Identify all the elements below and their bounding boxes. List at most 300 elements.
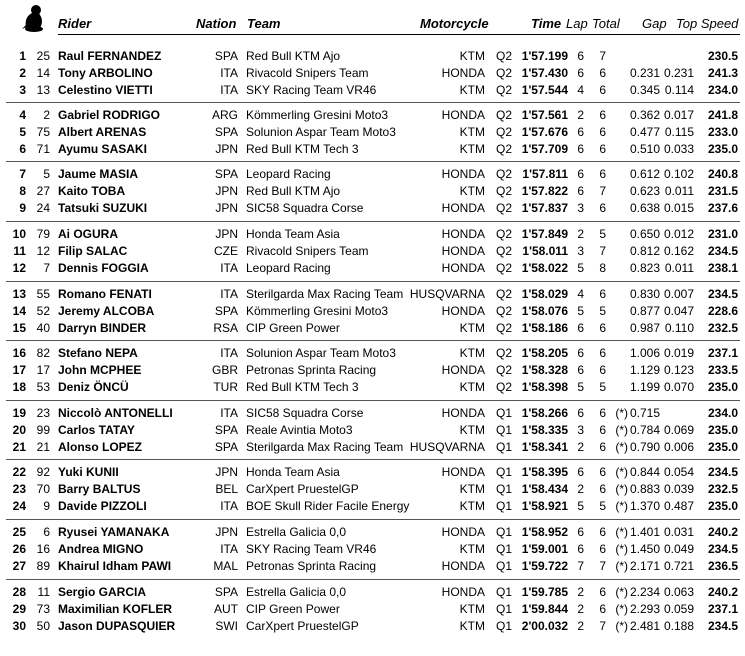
session: Q1 [496, 559, 513, 573]
rider-number: 17 [36, 363, 50, 377]
top-speed: 240.8 [707, 167, 738, 181]
gap-first: 0.883 [629, 482, 660, 496]
gap-previous: 0.033 [663, 142, 694, 156]
q1-marker: (*) [615, 585, 628, 599]
total-laps: 5 [599, 499, 606, 513]
top-speed: 230.5 [707, 49, 738, 63]
rider-number: 2 [43, 108, 50, 122]
group-divider [6, 281, 740, 282]
total-laps: 5 [599, 380, 606, 394]
team: Rivacold Snipers Team [246, 66, 369, 80]
motorcycle: KTM [459, 184, 485, 198]
gap-previous: 0.019 [663, 346, 694, 360]
rider-name: Yuki KUNII [58, 465, 119, 479]
nation: ITA [220, 542, 238, 556]
rider-number: 9 [43, 499, 50, 513]
rider-name: Khairul Idham PAWI [58, 559, 172, 573]
nation: ITA [220, 66, 238, 80]
nation: ITA [220, 287, 238, 301]
nation: BEL [215, 482, 238, 496]
team: Red Bull KTM Ajo [246, 49, 341, 63]
rider-name: Davide PIZZOLI [58, 499, 147, 513]
table-row [0, 618, 745, 635]
session: Q1 [496, 602, 513, 616]
motorcycle: HONDA [441, 227, 485, 241]
best-lap: 6 [577, 184, 584, 198]
gap-first: 1.370 [629, 499, 660, 513]
nation: CZE [214, 244, 238, 258]
q1-marker: (*) [615, 465, 628, 479]
nation: MAL [213, 559, 238, 573]
lap-time: 1'58.328 [521, 363, 568, 377]
total-laps: 6 [599, 363, 606, 377]
top-speed: 234.0 [707, 83, 738, 97]
position: 19 [12, 406, 26, 420]
total-laps: 7 [599, 49, 606, 63]
team: Estrella Galicia 0,0 [246, 525, 347, 539]
best-lap: 2 [577, 227, 584, 241]
position: 4 [19, 108, 26, 122]
rider-number: 73 [36, 602, 50, 616]
gap-previous: 0.011 [664, 261, 694, 275]
motorcycle: KTM [459, 83, 485, 97]
lap-time: 1'58.952 [521, 525, 568, 539]
rider-number: 75 [36, 125, 50, 139]
best-lap: 6 [577, 167, 584, 181]
nation: JPN [215, 142, 238, 156]
team: Leopard Racing [246, 261, 331, 275]
rider-number: 50 [36, 619, 50, 633]
rider-name: Filip SALAC [58, 244, 128, 258]
position: 14 [12, 304, 26, 318]
lap-time: 1'59.722 [521, 559, 568, 573]
motorcycle: KTM [459, 346, 485, 360]
rider-number: 25 [36, 49, 50, 63]
position: 18 [12, 380, 26, 394]
lap-time: 1'59.844 [521, 602, 568, 616]
total-laps: 6 [599, 542, 606, 556]
top-speed: 234.0 [707, 406, 738, 420]
lap-time: 1'58.076 [521, 304, 568, 318]
q1-marker: (*) [615, 482, 628, 496]
lap-time: 1'59.785 [521, 585, 568, 599]
team: Honda Team Asia [246, 227, 340, 241]
rider-name: Ai OGURA [58, 227, 118, 241]
header-time: Time [531, 16, 562, 31]
gap-previous: 0.011 [664, 184, 694, 198]
gap-first: 0.715 [629, 406, 660, 420]
nation: SPA [214, 125, 238, 139]
rider-name: Sergio GARCIA [58, 585, 147, 599]
position: 6 [19, 142, 26, 156]
nation: RSA [213, 321, 238, 335]
top-speed: 234.5 [707, 287, 738, 301]
lap-time: 1'58.341 [521, 440, 568, 454]
table-row [0, 464, 745, 481]
table-row [0, 379, 745, 396]
rider-number: 53 [36, 380, 50, 394]
motorcycle: HONDA [441, 363, 485, 377]
motorcycle: KTM [459, 142, 485, 156]
lap-time: 1'58.186 [521, 321, 568, 335]
top-speed: 232.5 [707, 482, 738, 496]
gap-first: 0.623 [629, 184, 660, 198]
nation: SPA [214, 49, 238, 63]
rider-name: Barry BALTUS [58, 482, 141, 496]
results-header [0, 0, 745, 36]
position: 7 [19, 167, 26, 181]
table-row [0, 141, 745, 158]
table-row [0, 345, 745, 362]
session: Q1 [496, 465, 513, 479]
gap-previous: 0.006 [663, 440, 694, 454]
best-lap: 2 [577, 482, 584, 496]
session: Q2 [496, 167, 513, 181]
session: Q2 [496, 66, 513, 80]
position: 21 [12, 440, 26, 454]
best-lap: 2 [577, 108, 584, 122]
lap-time: 1'57.837 [521, 201, 568, 215]
rider-number: 71 [36, 142, 50, 156]
motorcycle: HONDA [441, 244, 485, 258]
motorcycle: KTM [459, 125, 485, 139]
position: 26 [12, 542, 26, 556]
session: Q1 [496, 440, 513, 454]
nation: GBR [211, 363, 238, 377]
gap-previous: 0.031 [663, 525, 694, 539]
total-laps: 6 [599, 465, 606, 479]
best-lap: 6 [577, 346, 584, 360]
gap-first: 0.844 [629, 465, 660, 479]
rider-name: Romano FENATI [58, 287, 152, 301]
q1-marker: (*) [615, 406, 628, 420]
table-row [0, 405, 745, 422]
gap-previous: 0.110 [664, 321, 694, 335]
gap-previous: 0.114 [664, 83, 694, 97]
motorcycle: HONDA [441, 167, 485, 181]
position: 20 [12, 423, 26, 437]
nation: TUR [213, 380, 238, 394]
total-laps: 7 [599, 184, 606, 198]
motorcycle: HONDA [441, 525, 485, 539]
nation: SPA [214, 440, 238, 454]
session: Q1 [496, 482, 513, 496]
rider-number: 12 [36, 244, 50, 258]
lap-time: 1'58.398 [521, 380, 568, 394]
lap-time: 1'58.395 [521, 465, 568, 479]
total-laps: 6 [599, 83, 606, 97]
rider-name: Albert ARENAS [58, 125, 147, 139]
rider-name: Raul FERNANDEZ [58, 49, 162, 63]
table-row [0, 243, 745, 260]
group-divider [6, 459, 740, 460]
top-speed: 237.6 [707, 201, 738, 215]
lap-time: 1'57.544 [521, 83, 568, 97]
best-lap: 3 [577, 201, 584, 215]
top-speed: 235.0 [707, 440, 738, 454]
table-row [0, 362, 745, 379]
top-speed: 231.5 [707, 184, 738, 198]
session: Q2 [496, 83, 513, 97]
team: CarXpert PruestelGP [246, 482, 359, 496]
total-laps: 6 [599, 167, 606, 181]
top-speed: 241.8 [707, 108, 738, 122]
lap-time: 1'57.849 [521, 227, 568, 241]
motorcycle: HONDA [441, 108, 485, 122]
q1-marker: (*) [615, 619, 628, 633]
gap-first: 2.293 [629, 602, 660, 616]
position: 17 [12, 363, 26, 377]
nation: AUT [214, 602, 238, 616]
rider-number: 55 [36, 287, 50, 301]
gap-previous: 0.054 [663, 465, 694, 479]
gap-first: 1.199 [629, 380, 660, 394]
top-speed: 228.6 [707, 304, 738, 318]
nation: ITA [220, 261, 238, 275]
motorcycle: HONDA [441, 465, 485, 479]
top-speed: 235.0 [707, 380, 738, 394]
header-total: Total [592, 16, 620, 31]
gap-previous: 0.015 [663, 201, 694, 215]
session: Q2 [496, 227, 513, 241]
gap-first: 0.784 [629, 423, 660, 437]
motorcycle: HONDA [441, 261, 485, 275]
lap-time: 1'57.561 [521, 108, 568, 122]
nation: ITA [220, 499, 238, 513]
top-speed: 231.0 [707, 227, 738, 241]
rider-number: 23 [36, 406, 50, 420]
rider-name: Jaume MASIA [58, 167, 139, 181]
lap-time: 1'58.029 [521, 287, 568, 301]
gap-first: 1.006 [629, 346, 660, 360]
best-lap: 2 [577, 440, 584, 454]
best-lap: 6 [577, 406, 584, 420]
gap-previous: 0.039 [663, 482, 694, 496]
position: 8 [19, 184, 26, 198]
q1-marker: (*) [615, 542, 628, 556]
gap-previous: 0.188 [663, 619, 694, 633]
nation: SPA [214, 167, 238, 181]
q1-marker: (*) [615, 525, 628, 539]
rider-name: Dennis FOGGIA [58, 261, 149, 275]
total-laps: 6 [599, 406, 606, 420]
gap-first: 0.612 [629, 167, 660, 181]
total-laps: 6 [599, 66, 606, 80]
motorcycle: KTM [459, 619, 485, 633]
position: 1 [19, 49, 26, 63]
motorcycle: KTM [459, 499, 485, 513]
lap-time: 1'57.822 [521, 184, 568, 198]
motorcycle: HONDA [441, 559, 485, 573]
gap-first: 0.830 [629, 287, 660, 301]
gap-first: 0.823 [629, 261, 660, 275]
gap-first: 0.638 [629, 201, 660, 215]
gap-first: 0.812 [629, 244, 660, 258]
best-lap: 6 [577, 465, 584, 479]
total-laps: 7 [599, 244, 606, 258]
lap-time: 1'58.266 [521, 406, 568, 420]
rider-name: Carlos TATAY [58, 423, 135, 437]
session: Q2 [496, 201, 513, 215]
lap-time: 1'58.335 [521, 423, 568, 437]
q1-marker: (*) [615, 440, 628, 454]
lap-time: 1'57.199 [521, 49, 568, 63]
rider-number: 40 [36, 321, 50, 335]
gap-first: 0.877 [629, 304, 660, 318]
session: Q1 [496, 585, 513, 599]
rider-number: 70 [36, 482, 50, 496]
q1-marker: (*) [615, 559, 628, 573]
top-speed: 232.5 [707, 321, 738, 335]
motorcycle: KTM [459, 482, 485, 496]
rider-name: Deniz ÖNCÜ [58, 380, 129, 394]
best-lap: 3 [577, 423, 584, 437]
table-row [0, 541, 745, 558]
total-laps: 6 [599, 525, 606, 539]
motorcycle: HONDA [441, 304, 485, 318]
top-speed: 233.0 [707, 125, 738, 139]
position: 2 [19, 66, 26, 80]
best-lap: 4 [577, 83, 584, 97]
top-speed: 237.1 [707, 602, 738, 616]
rider-name: Darryn BINDER [58, 321, 147, 335]
motorcycle: KTM [459, 49, 485, 63]
rider-name: Maximilian KOFLER [58, 602, 173, 616]
lap-time: 1'57.430 [521, 66, 568, 80]
lap-time: 1'57.811 [522, 167, 568, 181]
team: CarXpert PruestelGP [246, 619, 359, 633]
team: Estrella Galicia 0,0 [246, 585, 347, 599]
motorcycle: HONDA [441, 66, 485, 80]
nation: ITA [220, 406, 238, 420]
table-row [0, 166, 745, 183]
rider-name: Jeremy ALCOBA [58, 304, 155, 318]
table-row [0, 82, 745, 99]
lap-time: 1'58.434 [521, 482, 568, 496]
nation: ARG [211, 108, 238, 122]
position: 22 [12, 465, 26, 479]
gap-first: 2.171 [629, 559, 660, 573]
table-row [0, 524, 745, 541]
nation: SPA [214, 304, 238, 318]
total-laps: 6 [599, 142, 606, 156]
best-lap: 6 [577, 66, 584, 80]
team: SIC58 Squadra Corse [246, 201, 364, 215]
rider-name: Gabriel RODRIGO [58, 108, 161, 122]
gap-previous: 0.115 [664, 125, 694, 139]
motorcycle: KTM [459, 380, 485, 394]
nation: JPN [215, 227, 238, 241]
rider-number: 24 [36, 201, 50, 215]
session: Q2 [496, 304, 513, 318]
best-lap: 2 [577, 602, 584, 616]
table-row [0, 286, 745, 303]
gap-first: 0.650 [629, 227, 660, 241]
team: Red Bull KTM Tech 3 [246, 380, 359, 394]
session: Q2 [496, 287, 513, 301]
best-lap: 5 [577, 261, 584, 275]
total-laps: 7 [599, 559, 606, 573]
total-laps: 5 [599, 227, 606, 241]
top-speed: 238.1 [707, 261, 738, 275]
position: 30 [12, 619, 26, 633]
table-row [0, 601, 745, 618]
rider-name: Niccolò ANTONELLI [58, 406, 173, 420]
best-lap: 5 [577, 499, 584, 513]
session: Q1 [496, 406, 513, 420]
top-speed: 235.0 [707, 499, 738, 513]
total-laps: 6 [599, 440, 606, 454]
q1-marker: (*) [615, 602, 628, 616]
gap-first: 1.450 [629, 542, 660, 556]
rider-number: 99 [36, 423, 50, 437]
rider-number: 52 [36, 304, 50, 318]
position: 10 [12, 227, 26, 241]
table-row [0, 498, 745, 515]
motorcycle: HONDA [441, 201, 485, 215]
rider-name: Tatsuki SUZUKI [58, 201, 148, 215]
motorcycle: KTM [459, 321, 485, 335]
total-laps: 6 [599, 321, 606, 335]
nation: ITA [220, 83, 238, 97]
total-laps: 6 [599, 287, 606, 301]
total-laps: 6 [599, 602, 606, 616]
top-speed: 234.5 [707, 542, 738, 556]
group-divider [6, 579, 740, 580]
gap-first: 0.362 [629, 108, 660, 122]
rider-name: Alonso LOPEZ [58, 440, 142, 454]
lap-time: 1'57.709 [521, 142, 568, 156]
team: Red Bull KTM Ajo [246, 184, 341, 198]
best-lap: 6 [577, 542, 584, 556]
best-lap: 6 [577, 321, 584, 335]
table-row [0, 260, 745, 277]
position: 24 [12, 499, 26, 513]
session: Q1 [496, 542, 513, 556]
header-team: Team [247, 16, 281, 31]
top-speed: 240.2 [707, 525, 738, 539]
table-row [0, 48, 745, 65]
team: SKY Racing Team VR46 [246, 542, 377, 556]
team: CIP Green Power [246, 602, 340, 616]
team: Solunion Aspar Team Moto3 [246, 346, 396, 360]
group-divider [6, 161, 740, 162]
rider-name: John MCPHEE [58, 363, 142, 377]
position: 29 [12, 602, 26, 616]
total-laps: 6 [599, 482, 606, 496]
top-speed: 236.5 [707, 559, 738, 573]
session: Q2 [496, 142, 513, 156]
table-row [0, 320, 745, 337]
lap-time: 1'58.921 [521, 499, 568, 513]
motorcycle: HUSQVARNA [409, 440, 485, 454]
session: Q1 [496, 499, 513, 513]
table-row [0, 422, 745, 439]
group-divider [6, 519, 740, 520]
motorcycle: HONDA [441, 585, 485, 599]
session: Q1 [496, 619, 513, 633]
session: Q2 [496, 125, 513, 139]
gap-first: 0.477 [629, 125, 660, 139]
best-lap: 6 [577, 142, 584, 156]
gap-previous: 0.162 [663, 244, 694, 258]
nation: JPN [215, 525, 238, 539]
total-laps: 8 [599, 261, 606, 275]
q1-marker: (*) [615, 499, 628, 513]
rider-number: 7 [43, 261, 50, 275]
gap-previous: 0.069 [663, 423, 694, 437]
top-speed: 237.1 [707, 346, 738, 360]
